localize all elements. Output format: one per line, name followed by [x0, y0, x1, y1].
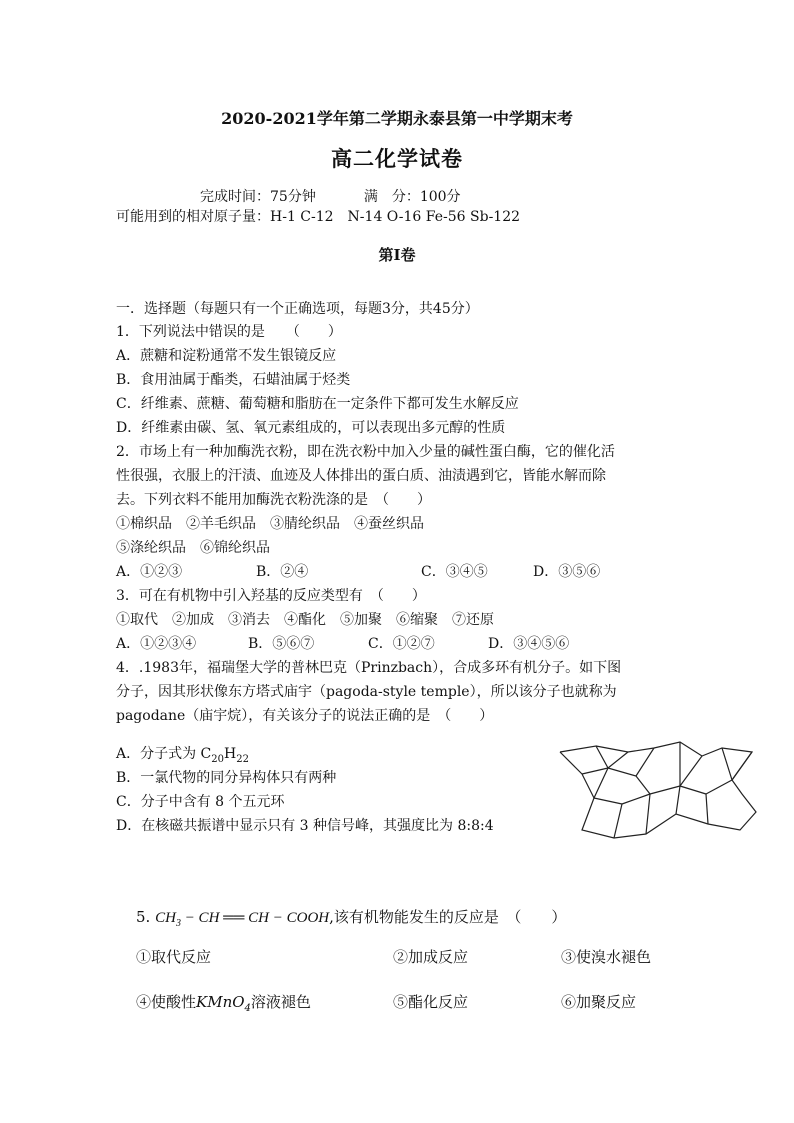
q2-items-line2: ⑤涤纶织品 ⑥锦纶织品 [116, 540, 270, 556]
q2-stem-line2: 性很强，衣服上的汗渍、血迹及人体排出的蛋白质、油渍遇到它，皆能水解而除 [116, 468, 606, 484]
q1-stem: 1．下列说法中错误的是 （ ） [116, 324, 342, 340]
q4-option-c: C．分子中含有 8 个五元环 [116, 794, 285, 810]
q4-stem-line1: 4．.1983年，福瑞堡大学的普林巴克（Prinzbach），合成多环有机分子。如下图 [116, 660, 622, 676]
exam-score: 满 分：100分 [363, 189, 461, 205]
q1-option-a: A．蔗糖和淀粉通常不发生银镜反应 [116, 348, 337, 364]
q5-reaction-5: ⑤酯化反应 [393, 993, 469, 1011]
q5-formula: $CH_3$ − CH ══ CH − COOH [155, 910, 330, 929]
q3-option-a: A．①②③④ [116, 636, 197, 652]
q4-option-a: A．分子式为 $C_{20}H_{22}$ [116, 746, 249, 765]
q4-stem-line2: 分子，因其形状像东方塔式庙宇（pagoda-style temple），所以该分子也就称为 [116, 684, 617, 700]
q5-reaction-3: ③使溴水褪色 [561, 948, 652, 966]
q2-stem-line3: 去。下列衣料不能用加酶洗衣粉洗涤的是 （ ） [116, 492, 431, 508]
q5-reaction-1: ①取代反应 [136, 948, 212, 966]
exam-subtitle: 高二化学试卷 [331, 146, 463, 171]
q3-options [116, 633, 569, 653]
q2-option-a: A．①②③ [116, 564, 183, 580]
q3-option-d: D．③④⑤⑥ [488, 636, 570, 652]
section-heading: 一．选择题（每题只有一个正确选项，每题3分，共45分） [116, 301, 479, 317]
q3-stem: 3．可在有机物中引入羟基的反应类型有 （ ） [116, 588, 426, 604]
q3-option-c: C．①②⑦ [368, 636, 435, 652]
pagodane-structure-image [556, 734, 766, 844]
q5-reaction-6: ⑥加聚反应 [561, 993, 637, 1011]
exam-time: 完成时间：75分钟 [200, 189, 316, 205]
q1-option-b: B．食用油属于酯类，石蜡油属于烃类 [116, 372, 351, 388]
q2-items-line1: ①棉织品 ②羊毛织品 ③腈纶织品 ④蚕丝织品 [116, 516, 424, 532]
q5-stem: 5. $CH_3$ − CH ══ CH − COOH,该有机物能发生的反应是 （ ） [136, 908, 567, 929]
q3-option-b: B．⑤⑥⑦ [248, 636, 315, 652]
exam-title: 2020-2021学年第二学期永泰县第一中学期末考 [221, 109, 573, 128]
q2-options [116, 561, 600, 581]
q5-reaction-4: ④使酸性KMnO$_4$溶液褪色 [136, 993, 311, 1014]
kmno4-formula: KMnO$_4$ [196, 993, 251, 1014]
exam-meta [200, 186, 461, 206]
q2-stem-line1: 2．市场上有一种加酶洗衣粉，即在洗衣粉中加入少量的碱性蛋白酶，它的催化活 [116, 444, 615, 460]
q2-option-d: D．③⑤⑥ [533, 564, 601, 580]
q1-option-d: D．纤维素由碳、氢、氧元素组成的，可以表现出多元醇的性质 [116, 420, 506, 436]
q1-option-c: C．纤维素、蔗糖、葡萄糖和脂肪在一定条件下都可发生水解反应 [116, 396, 519, 412]
q5-reaction-2: ②加成反应 [393, 948, 469, 966]
volume-heading: 第Ⅰ卷 [378, 246, 416, 264]
q3-items: ①取代 ②加成 ③消去 ④酯化 ⑤加聚 ⑥缩聚 ⑦还原 [116, 612, 494, 628]
q4-option-b: B．一氯代物的同分异构体只有两种 [116, 770, 337, 786]
atomic-masses: 可能用到的相对原子量：H-1 C-12 N-14 O-16 Fe-56 Sb-122 [116, 209, 521, 225]
q4-option-d: D．在核磁共振谱中显示只有 3 种信号峰，其强度比为 8:8:4 [116, 818, 494, 834]
q4-stem-line3: pagodane（庙宇烷），有关该分子的说法正确的是 （ ） [116, 708, 494, 724]
q2-option-b: B．②④ [256, 564, 309, 580]
q2-option-c: C．③④⑤ [421, 564, 488, 580]
